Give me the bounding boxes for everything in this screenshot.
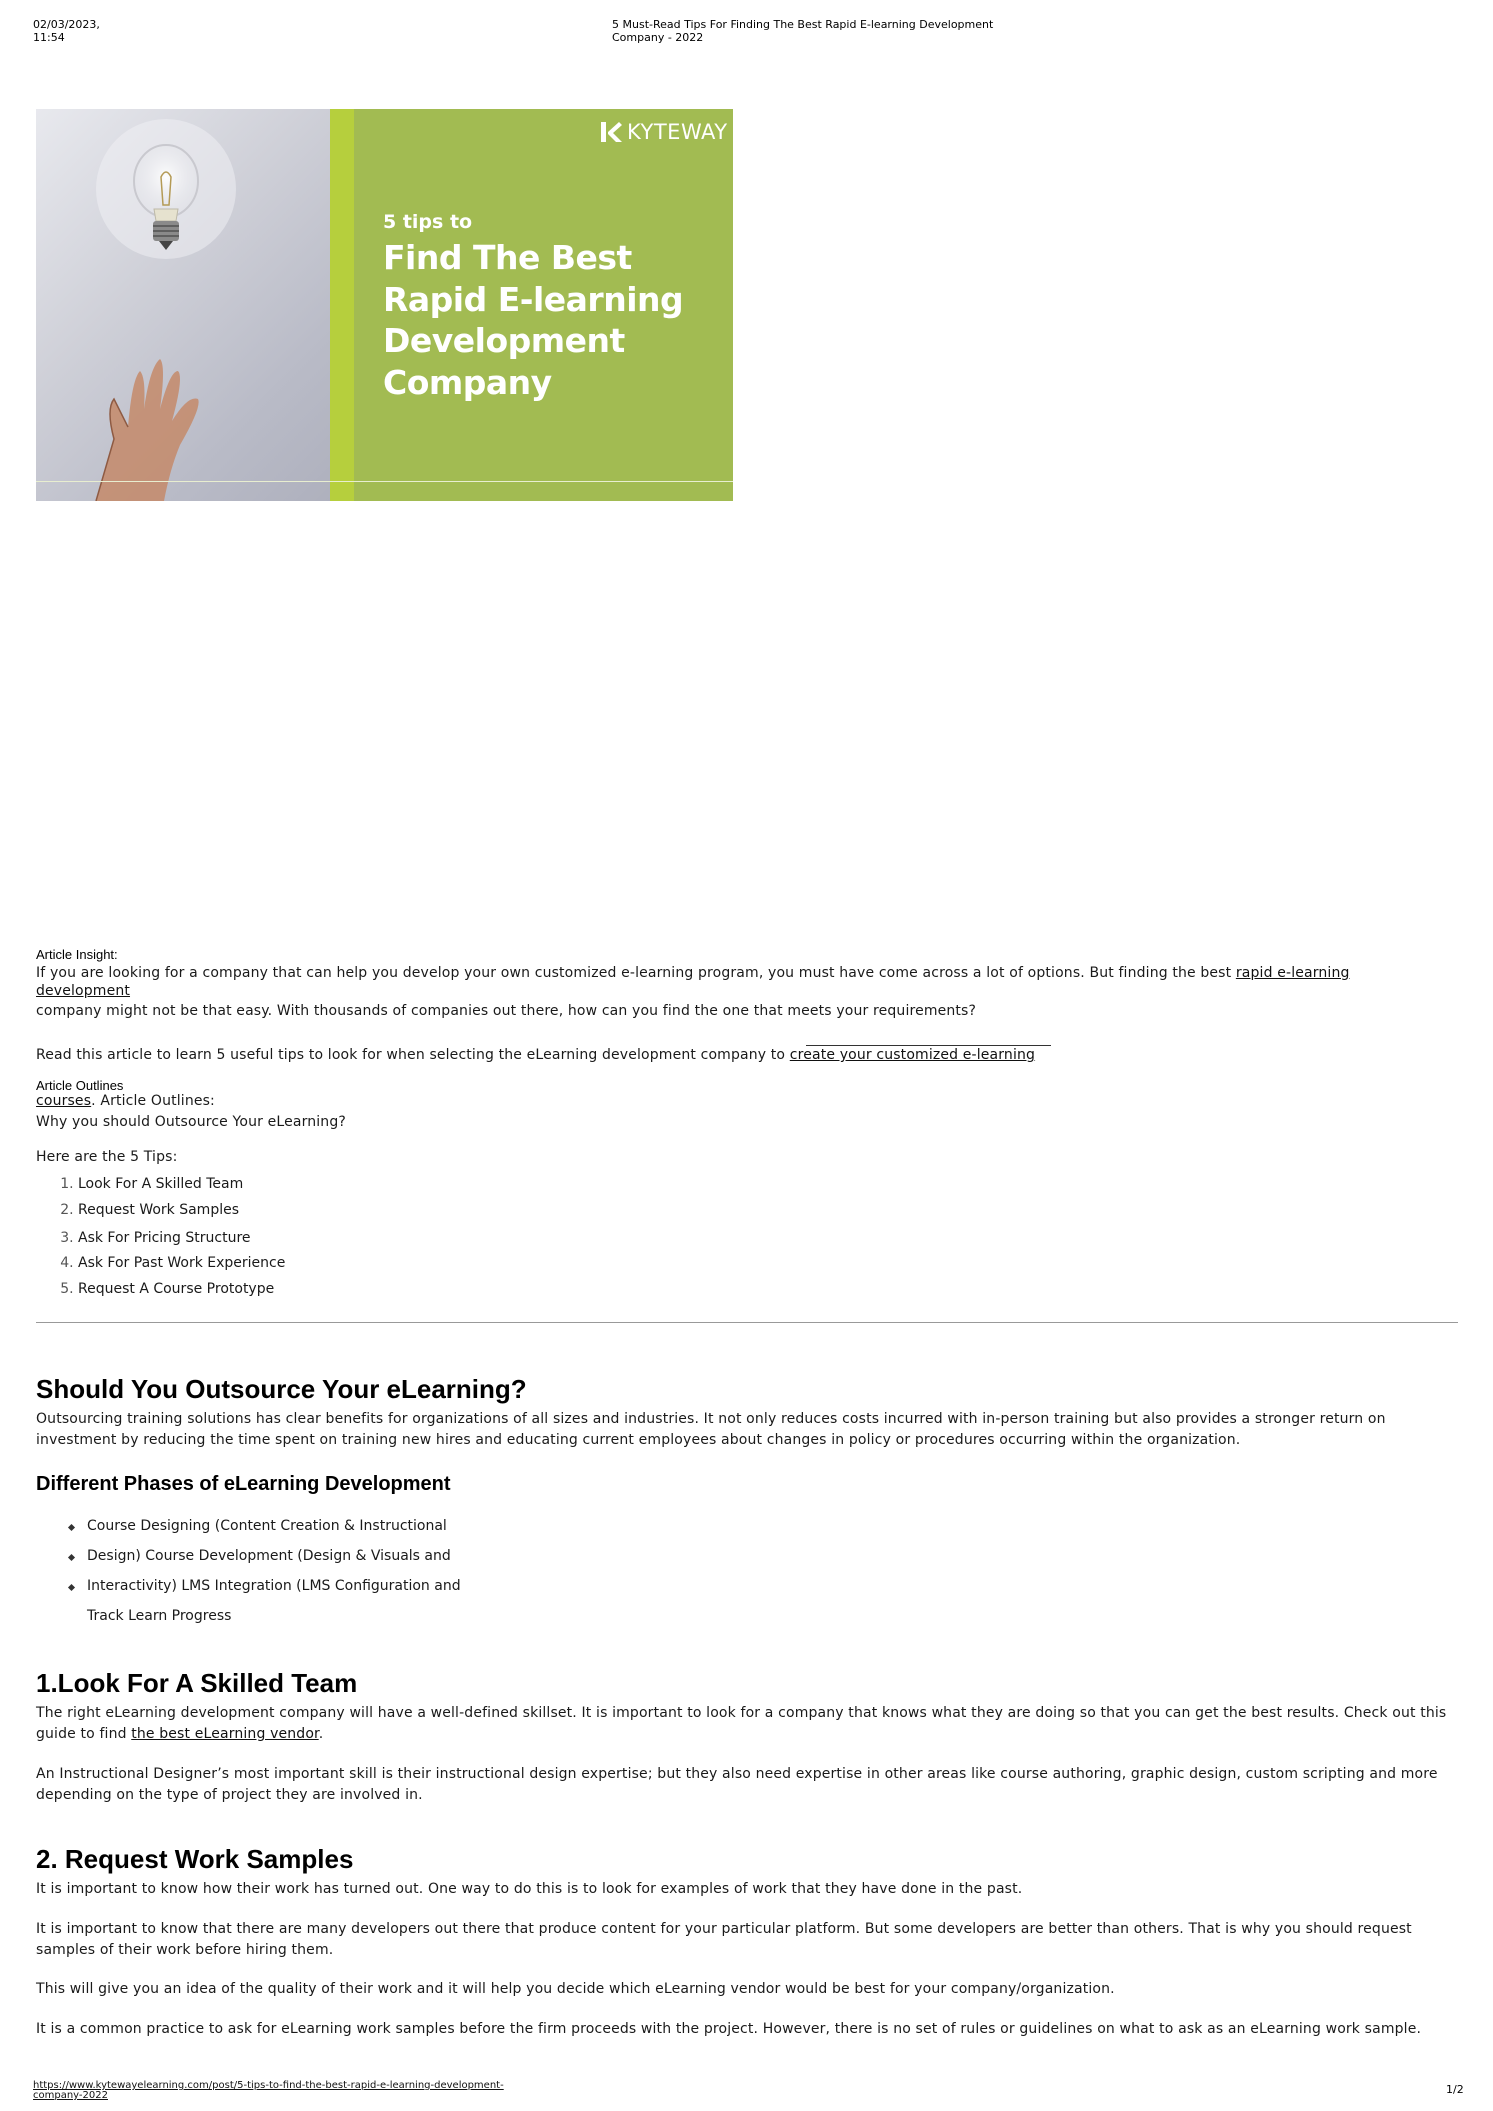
list-item: 5. Request A Course Prototype [78, 1281, 285, 1307]
intro-line3: company might not be that easy. With thousands of companies out there, how can you find the one that meets your requirements? [36, 1003, 977, 1019]
list-item: 4. Ask For Past Work Experience [78, 1255, 285, 1281]
tip2-para2-line2: samples of their work before hiring them. [36, 1942, 334, 1958]
article-outlines-label: Article Outlines [36, 1078, 124, 1093]
hero-kicker: 5 tips to [383, 211, 473, 233]
tips-intro: Here are the 5 Tips: [36, 1149, 178, 1165]
hero-bottom-line [36, 481, 733, 482]
hero-headline-line: Rapid E-learning [383, 279, 684, 319]
page-url-link[interactable]: https://www.kytewayelearning.com/post/5-tips-to-find-the-best-rapid-e-learning-development- [33, 2080, 504, 2091]
why-outsource-line: Why you should Outsource Your eLearning? [36, 1114, 346, 1130]
tip2-heading: 2. Request Work Samples [36, 1844, 354, 1874]
tips-list [36, 1176, 285, 1306]
create-courses-link[interactable]: create your customized e-learning [789, 1047, 1036, 1063]
outsource-heading: Should You Outsource Your eLearning? [36, 1374, 527, 1404]
print-time: 11:54 [33, 31, 65, 44]
phase-text: Track Learn Progress [87, 1608, 232, 1624]
list-item: 1. Look For A Skilled Team [78, 1176, 285, 1202]
tip1-para1-line2 [36, 1724, 1456, 1745]
hero-headline [383, 237, 683, 403]
hero-headline-line: Development [383, 321, 625, 360]
torn-edge-divider [330, 109, 354, 501]
list-item [36, 1578, 461, 1608]
tip1-guide-text: guide to find [36, 1726, 132, 1742]
tip2-paragraph1: It is important to know how their work has turned out. One way to do this is to look for examples of work that they have done in the past. [36, 1881, 1023, 1897]
intro-text: If you are looking for a company that can help you develop your own customized e-learning program, you must have come across a lot of options. But finding the best [36, 965, 1236, 981]
bullet-icon [68, 1584, 75, 1591]
tip1-para2-line1: An Instructional Designer’s most important skill is their instructional design expertise; but they also need expertise in other areas like course authoring, graphic design, custom scripting and more [36, 1766, 1438, 1782]
print-title-line1: 5 Must-Read Tips For Finding The Best Rapid E-learning Development [612, 18, 994, 31]
outsource-paragraph [36, 1409, 1456, 1451]
list-item [36, 1518, 461, 1548]
article-insight-label: Article Insight: [36, 947, 118, 962]
tip2-paragraph4: It is a common practice to ask for eLearning work samples before the firm proceeds with the project. However, there is no set of rules or guidelines on what to ask as an eLearning work sample. [36, 2021, 1422, 2037]
outsource-para-line2: investment by reducing the time spent on training new hires and educating current employees about changes in policy or procedures occurring within the organization. [36, 1432, 1241, 1448]
bullet-icon [68, 1524, 75, 1531]
hero-headline-line: Company [383, 362, 552, 402]
section-divider [36, 1322, 1458, 1323]
hero-photo [36, 109, 336, 501]
intro-line2 [36, 984, 1456, 999]
list-item [36, 1548, 461, 1578]
bullet-icon [68, 1554, 75, 1561]
tip2-paragraph2 [36, 1919, 1456, 1961]
tip2-para2-line1: It is important to know that there are many developers out there that produce content for your particular platform. But some developers are better than others. That is why you should request [36, 1921, 1412, 1937]
hero-banner [36, 109, 733, 501]
print-date: 02/03/2023, [33, 18, 100, 31]
tip1-paragraph2 [36, 1764, 1456, 1806]
kyteway-logo [599, 114, 729, 150]
tip1-para2-line2: depending on the type of project they are involved in. [36, 1787, 423, 1803]
create-courses-link-cont[interactable]: courses [36, 1093, 92, 1109]
tip1-period: . [318, 1726, 324, 1742]
print-title-line2: Company - 2022 [612, 31, 704, 44]
rapid-elearning-link-cont[interactable]: development [36, 983, 131, 999]
list-item: 2. Request Work Samples [78, 1202, 285, 1230]
read-article-line [36, 1045, 1456, 1066]
hero-headline-line: Find The Best [383, 238, 632, 277]
phases-list [36, 1518, 461, 1638]
kyteway-k-icon [599, 120, 623, 144]
tip1-heading: 1.Look For A Skilled Team [36, 1668, 358, 1698]
phase-text: Interactivity) LMS Integration (LMS Configuration and [87, 1578, 461, 1594]
intro-line1 [36, 963, 1456, 984]
tip1-paragraph1 [36, 1703, 1456, 1745]
courses-line [36, 1091, 215, 1112]
article-intro [36, 963, 1456, 1022]
print-page-title [612, 18, 993, 44]
lightbulb-hand-illustration [36, 109, 336, 501]
outsource-para-line1: Outsourcing training solutions has clear benefits for organizations of all sizes and industries. It not only reduces costs incurred with in-person training but also provides a stronger return on [36, 1411, 1386, 1427]
tip2-paragraph3: This will give you an idea of the quality of their work and it will help you decide which eLearning vendor would be best for your company/organization. [36, 1981, 1115, 1997]
read-text: Read this article to learn 5 useful tips to look for when selecting the eLearning development company to [36, 1047, 790, 1063]
list-item: 3. Ask For Pricing Structure [78, 1230, 285, 1256]
tip1-para1-line1: The right eLearning development company will have a well-defined skillset. It is important to look for a company that knows what they are doing so that you can get the best results. Check out this [36, 1705, 1447, 1721]
phase-text: Design) Course Development (Design & Visuals and [87, 1548, 451, 1564]
print-datetime [33, 18, 100, 44]
phases-heading: Different Phases of eLearning Development [36, 1473, 451, 1495]
print-footer-url [33, 2081, 504, 2101]
list-item [36, 1608, 461, 1638]
best-elearning-vendor-link[interactable]: the best eLearning vendor [131, 1726, 319, 1742]
page-number: 1/2 [1446, 2083, 1464, 2096]
rapid-elearning-link[interactable]: rapid e-learning [1235, 965, 1350, 981]
page-url-link-cont[interactable]: company-2022 [33, 2090, 108, 2101]
kyteway-brand-name: KYTEWAY [627, 120, 728, 144]
phase-text: Course Designing (Content Creation & Instructional [87, 1518, 447, 1534]
article-outlines-inline: . Article Outlines: [91, 1093, 215, 1109]
